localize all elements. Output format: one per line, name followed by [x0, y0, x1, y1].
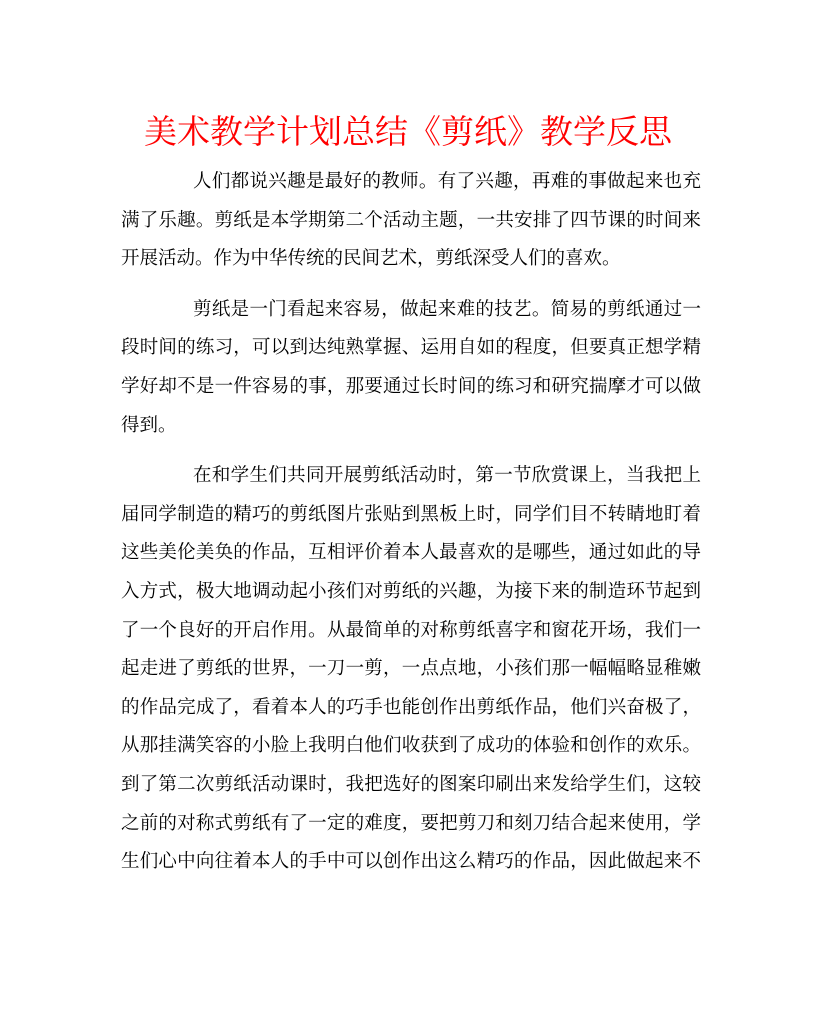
paragraph-line: 满了乐趣。剪纸是本学期第二个活动主题，一共安排了四节课的时间来	[121, 209, 701, 231]
paragraph-line: 生们心中向往着本人的手中可以创作出这么精巧的作品，因此做起来不	[121, 851, 701, 873]
paragraph-line: 入方式，极大地调动起小孩们对剪纸的兴趣，为接下来的制造环节起到	[121, 580, 701, 602]
paragraph-line: 学好却不是一件容易的事，那要通过长时间的练习和研究揣摩才可以做	[121, 375, 701, 397]
paragraph-line: 人们都说兴趣是最好的教师。有了兴趣，再难的事做起来也充	[193, 171, 701, 192]
paragraph-line: 段时间的练习，可以到达纯熟掌握、运用自如的程度，但要真正想学精	[121, 337, 701, 359]
paragraph-line: 剪纸是一门看起来容易，做起来难的技艺。简易的剪纸通过一	[193, 298, 701, 320]
paragraph-3	[121, 457, 701, 882]
paragraph-line: 得到。	[121, 414, 177, 436]
paragraph-line: 了一个良好的开启作用。从最简单的对称剪纸喜字和窗花开场，我们一	[121, 619, 701, 641]
paragraph-line: 到了第二次剪纸活动课时，我把选好的图案印刷出来发给学生们，这较	[121, 773, 701, 795]
paragraph-line: 这些美伦美奂的作品，互相评价着本人最喜欢的是哪些，通过如此的导	[121, 542, 701, 564]
paragraph-line: 起走进了剪纸的世界，一刀一剪，一点点地，小孩们那一幅幅略显稚嫩	[121, 658, 701, 680]
paragraph-line: 开展活动。作为中华传统的民间艺术，剪纸深受人们的喜欢。	[121, 248, 621, 270]
paragraph-line: 在和学生们共同开展剪纸活动时，第一节欣赏课上，当我把上	[193, 465, 701, 487]
paragraph-line: 届同学制造的精巧的剪纸图片张贴到黑板上时，同学们目不转睛地盯着	[121, 503, 701, 525]
paragraph-2	[121, 291, 701, 445]
document-title: 美术教学计划总结《剪纸》教学反思	[144, 112, 672, 151]
paragraph-1	[121, 163, 701, 279]
document-body	[121, 163, 701, 882]
paragraph-line: 的作品完成了，看着本人的巧手也能创作出剪纸作品，他们兴奋极了，	[121, 696, 701, 718]
paragraph-line: 从那挂满笑容的小脸上我明白他们收获到了成功的体验和创作的欢乐。	[121, 735, 701, 757]
paragraph-line: 之前的对称式剪纸有了一定的难度，要把剪刀和刻刀结合起来使用，学	[121, 812, 701, 834]
